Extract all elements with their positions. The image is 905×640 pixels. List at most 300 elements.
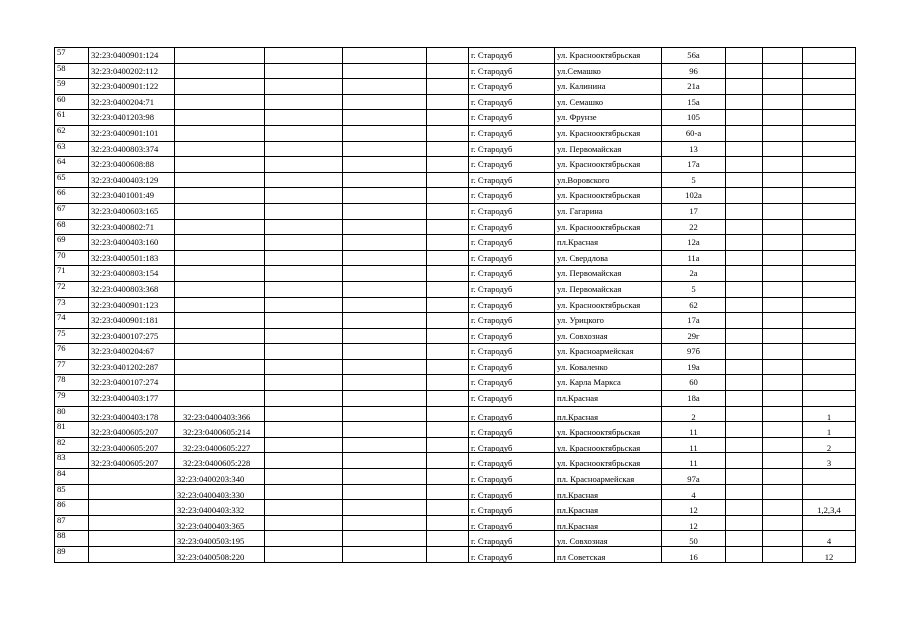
house-number-cell: 13 (662, 141, 726, 157)
cadastral-number-2-cell (175, 48, 265, 64)
apartment-cell (803, 515, 856, 531)
table-row (55, 266, 856, 282)
cadastral-number-cell (89, 547, 175, 563)
empty-cell (343, 391, 427, 407)
city-cell: г. Стародуб (469, 547, 555, 563)
empty-cell (763, 63, 803, 79)
street-cell: ул. Краснооктябрьская (555, 437, 662, 453)
house-number-cell: 12 (662, 515, 726, 531)
empty-cell (265, 313, 343, 329)
empty-cell (427, 141, 469, 157)
street-cell: пл Советская (555, 547, 662, 563)
empty-cell (343, 453, 427, 469)
cadastral-number-2-cell (175, 141, 265, 157)
cadastral-number-cell: 32:23:0400901:181 (89, 313, 175, 329)
empty-cell (265, 437, 343, 453)
street-cell: ул. Калинина (555, 79, 662, 95)
street-cell: ул. Фрунзе (555, 110, 662, 126)
empty-cell (427, 203, 469, 219)
empty-cell (726, 344, 763, 360)
house-number-cell: 17а (662, 313, 726, 329)
empty-cell (265, 359, 343, 375)
table-row (55, 203, 856, 219)
empty-cell (343, 328, 427, 344)
cadastral-number-2-cell (175, 375, 265, 391)
table-row (55, 63, 856, 79)
empty-cell (763, 437, 803, 453)
row-number-cell: 68 (55, 219, 89, 235)
empty-cell (265, 500, 343, 516)
empty-cell (265, 344, 343, 360)
house-number-cell: 16 (662, 547, 726, 563)
cadastral-number-2-cell: 32:23:0400605:214 (175, 422, 265, 438)
house-number-cell: 5 (662, 172, 726, 188)
cadastral-number-cell: 32:23:0400603:165 (89, 203, 175, 219)
street-cell: ул. Гагарина (555, 203, 662, 219)
row-number-cell: 88 (55, 531, 89, 547)
row-number-cell: 87 (55, 515, 89, 531)
empty-cell (343, 500, 427, 516)
row-number-cell: 71 (55, 266, 89, 282)
empty-cell (427, 281, 469, 297)
empty-cell (265, 110, 343, 126)
empty-cell (763, 94, 803, 110)
empty-cell (763, 235, 803, 251)
empty-cell (726, 484, 763, 500)
empty-cell (726, 125, 763, 141)
empty-cell (763, 422, 803, 438)
cadastral-number-2-cell (175, 328, 265, 344)
row-number-cell: 66 (55, 188, 89, 204)
empty-cell (265, 297, 343, 313)
empty-cell (343, 250, 427, 266)
empty-cell (763, 453, 803, 469)
empty-cell (726, 235, 763, 251)
empty-cell (427, 48, 469, 64)
empty-cell (343, 375, 427, 391)
table-row (55, 110, 856, 126)
cadastral-number-cell: 32:23:0400901:124 (89, 48, 175, 64)
empty-cell (343, 157, 427, 173)
table-row (55, 219, 856, 235)
table-row (55, 375, 856, 391)
city-cell: г. Стародуб (469, 281, 555, 297)
empty-cell (726, 531, 763, 547)
street-cell: ул. Краснооктябрьская (555, 422, 662, 438)
empty-cell (265, 219, 343, 235)
table-row (55, 297, 856, 313)
empty-cell (763, 172, 803, 188)
city-cell: г. Стародуб (469, 328, 555, 344)
table-row (55, 141, 856, 157)
table-row (55, 125, 856, 141)
cadastral-number-2-cell (175, 172, 265, 188)
row-number-cell: 57 (55, 48, 89, 64)
empty-cell (427, 422, 469, 438)
empty-cell (763, 297, 803, 313)
table-row (55, 344, 856, 360)
row-number-cell: 79 (55, 391, 89, 407)
empty-cell (726, 328, 763, 344)
row-number-cell: 84 (55, 469, 89, 485)
street-cell: ул. Совхозная (555, 531, 662, 547)
empty-cell (427, 515, 469, 531)
street-cell: ул. Краснооктябрьская (555, 297, 662, 313)
city-cell: г. Стародуб (469, 188, 555, 204)
empty-cell (427, 437, 469, 453)
cadastral-number-2-cell: 32:23:0400403:365 (175, 515, 265, 531)
city-cell: г. Стародуб (469, 63, 555, 79)
empty-cell (343, 313, 427, 329)
empty-cell (726, 515, 763, 531)
city-cell: г. Стародуб (469, 469, 555, 485)
city-cell: г. Стародуб (469, 250, 555, 266)
house-number-cell: 105 (662, 110, 726, 126)
cadastral-number-cell (89, 469, 175, 485)
empty-cell (726, 547, 763, 563)
house-number-cell: 60 (662, 375, 726, 391)
city-cell: г. Стародуб (469, 437, 555, 453)
cadastral-number-cell: 32:23:0400608:88 (89, 157, 175, 173)
cadastral-number-2-cell: 32:23:0400605:227 (175, 437, 265, 453)
empty-cell (427, 125, 469, 141)
empty-cell (763, 391, 803, 407)
empty-cell (427, 328, 469, 344)
row-number-cell: 74 (55, 313, 89, 329)
cadastral-number-2-cell (175, 281, 265, 297)
cadastral-number-cell: 32:23:0400605:207 (89, 437, 175, 453)
cadastral-number-cell (89, 484, 175, 500)
empty-cell (726, 48, 763, 64)
empty-cell (265, 125, 343, 141)
empty-cell (427, 500, 469, 516)
apartment-cell (803, 63, 856, 79)
empty-cell (726, 469, 763, 485)
apartment-cell (803, 313, 856, 329)
table-row (55, 531, 856, 547)
cadastral-number-2-cell (175, 203, 265, 219)
city-cell: г. Стародуб (469, 110, 555, 126)
cadastral-number-cell: 32:23:0400202:112 (89, 63, 175, 79)
empty-cell (763, 359, 803, 375)
cadastral-number-cell: 32:23:0400403:178 (89, 406, 175, 422)
empty-cell (763, 375, 803, 391)
city-cell: г. Стародуб (469, 172, 555, 188)
row-number-cell: 58 (55, 63, 89, 79)
empty-cell (763, 281, 803, 297)
row-number-cell: 73 (55, 297, 89, 313)
cadastral-number-2-cell: 32:23:0400403:330 (175, 484, 265, 500)
empty-cell (763, 547, 803, 563)
empty-cell (343, 359, 427, 375)
empty-cell (763, 484, 803, 500)
cadastral-number-2-cell (175, 110, 265, 126)
empty-cell (265, 235, 343, 251)
row-number-cell: 64 (55, 157, 89, 173)
empty-cell (763, 203, 803, 219)
city-cell: г. Стародуб (469, 359, 555, 375)
empty-cell (726, 94, 763, 110)
street-cell: ул. Первомайская (555, 266, 662, 282)
empty-cell (265, 515, 343, 531)
apartment-cell (803, 344, 856, 360)
empty-cell (726, 266, 763, 282)
row-number-cell: 76 (55, 344, 89, 360)
cadastral-number-2-cell: 32:23:0400503:195 (175, 531, 265, 547)
apartment-cell (803, 375, 856, 391)
table-row (55, 500, 856, 516)
empty-cell (343, 110, 427, 126)
street-cell: ул. Совхозная (555, 328, 662, 344)
empty-cell (427, 313, 469, 329)
empty-cell (265, 406, 343, 422)
city-cell: г. Стародуб (469, 219, 555, 235)
empty-cell (427, 94, 469, 110)
apartment-cell: 4 (803, 531, 856, 547)
apartment-cell: 1 (803, 422, 856, 438)
table-row (55, 250, 856, 266)
apartment-cell (803, 297, 856, 313)
house-number-cell: 62 (662, 297, 726, 313)
street-cell: ул. Свердлова (555, 250, 662, 266)
street-cell: пл.Красная (555, 484, 662, 500)
cadastral-number-2-cell (175, 359, 265, 375)
empty-cell (265, 469, 343, 485)
empty-cell (763, 406, 803, 422)
empty-cell (343, 125, 427, 141)
street-cell: пл.Красная (555, 500, 662, 516)
empty-cell (427, 157, 469, 173)
city-cell: г. Стародуб (469, 531, 555, 547)
cadastral-number-cell: 32:23:0400802:71 (89, 219, 175, 235)
empty-cell (763, 48, 803, 64)
house-number-cell: 12а (662, 235, 726, 251)
apartment-cell (803, 157, 856, 173)
table-row (55, 328, 856, 344)
empty-cell (265, 250, 343, 266)
house-number-cell: 97а (662, 469, 726, 485)
empty-cell (265, 453, 343, 469)
row-number-cell: 89 (55, 547, 89, 563)
apartment-cell (803, 110, 856, 126)
city-cell: г. Стародуб (469, 313, 555, 329)
city-cell: г. Стародуб (469, 203, 555, 219)
house-number-cell: 11 (662, 422, 726, 438)
apartment-cell (803, 391, 856, 407)
table-row (55, 157, 856, 173)
cadastral-number-2-cell (175, 63, 265, 79)
house-number-cell: 50 (662, 531, 726, 547)
empty-cell (343, 469, 427, 485)
apartment-cell (803, 172, 856, 188)
city-cell: г. Стародуб (469, 141, 555, 157)
cadastral-number-cell: 32:23:0400803:374 (89, 141, 175, 157)
city-cell: г. Стародуб (469, 422, 555, 438)
house-number-cell: 29г (662, 328, 726, 344)
city-cell: г. Стародуб (469, 235, 555, 251)
empty-cell (343, 281, 427, 297)
empty-cell (265, 48, 343, 64)
empty-cell (343, 266, 427, 282)
cadastral-number-cell: 32:23:0400403:177 (89, 391, 175, 407)
table-row (55, 469, 856, 485)
empty-cell (265, 157, 343, 173)
apartment-cell (803, 48, 856, 64)
empty-cell (763, 515, 803, 531)
empty-cell (427, 219, 469, 235)
table-row (55, 48, 856, 64)
table-row (55, 281, 856, 297)
row-number-cell: 86 (55, 500, 89, 516)
empty-cell (265, 375, 343, 391)
empty-cell (763, 141, 803, 157)
apartment-cell (803, 266, 856, 282)
cadastral-number-cell: 32:23:0400204:71 (89, 94, 175, 110)
house-number-cell: 11а (662, 250, 726, 266)
cadastral-number-cell: 32:23:0401202:287 (89, 359, 175, 375)
table-row (55, 79, 856, 95)
street-cell: ул.Воровского (555, 172, 662, 188)
empty-cell (763, 125, 803, 141)
row-number-cell: 61 (55, 110, 89, 126)
house-number-cell: 2 (662, 406, 726, 422)
street-cell: ул. Урицкого (555, 313, 662, 329)
cadastral-number-cell: 32:23:0400803:154 (89, 266, 175, 282)
street-cell: ул. Карла Маркса (555, 375, 662, 391)
registry-table (54, 47, 856, 563)
empty-cell (343, 437, 427, 453)
empty-cell (763, 188, 803, 204)
empty-cell (726, 297, 763, 313)
cadastral-number-cell (89, 500, 175, 516)
empty-cell (427, 297, 469, 313)
city-cell: г. Стародуб (469, 344, 555, 360)
empty-cell (343, 203, 427, 219)
house-number-cell: 11 (662, 437, 726, 453)
street-cell: пл.Красная (555, 235, 662, 251)
city-cell: г. Стародуб (469, 266, 555, 282)
table-row (55, 406, 856, 422)
empty-cell (343, 406, 427, 422)
apartment-cell (803, 235, 856, 251)
cadastral-number-cell: 32:23:0401203:98 (89, 110, 175, 126)
empty-cell (726, 250, 763, 266)
empty-cell (726, 422, 763, 438)
street-cell: пл.Красная (555, 515, 662, 531)
apartment-cell (803, 484, 856, 500)
empty-cell (265, 328, 343, 344)
table-row (55, 453, 856, 469)
cadastral-number-cell: 32:23:0400901:123 (89, 297, 175, 313)
empty-cell (726, 437, 763, 453)
cadastral-number-cell: 32:23:0400107:275 (89, 328, 175, 344)
empty-cell (427, 172, 469, 188)
table-row (55, 172, 856, 188)
cadastral-number-cell: 32:23:0400901:122 (89, 79, 175, 95)
empty-cell (265, 188, 343, 204)
cadastral-number-cell: 32:23:0400107:274 (89, 375, 175, 391)
street-cell: пл.Красная (555, 391, 662, 407)
city-cell: г. Стародуб (469, 125, 555, 141)
cadastral-number-cell: 32:23:0400204:67 (89, 344, 175, 360)
house-number-cell: 19а (662, 359, 726, 375)
empty-cell (763, 157, 803, 173)
empty-cell (427, 63, 469, 79)
cadastral-number-2-cell: 32:23:0400605:228 (175, 453, 265, 469)
apartment-cell (803, 141, 856, 157)
city-cell: г. Стародуб (469, 79, 555, 95)
cadastral-number-2-cell (175, 188, 265, 204)
empty-cell (427, 453, 469, 469)
empty-cell (343, 188, 427, 204)
empty-cell (343, 422, 427, 438)
empty-cell (726, 359, 763, 375)
cadastral-number-2-cell (175, 250, 265, 266)
apartment-cell (803, 188, 856, 204)
row-number-cell: 82 (55, 437, 89, 453)
row-number-cell: 70 (55, 250, 89, 266)
city-cell: г. Стародуб (469, 94, 555, 110)
row-number-cell: 60 (55, 94, 89, 110)
cadastral-number-2-cell (175, 125, 265, 141)
empty-cell (763, 469, 803, 485)
empty-cell (726, 63, 763, 79)
empty-cell (343, 515, 427, 531)
empty-cell (427, 531, 469, 547)
table-row (55, 94, 856, 110)
cadastral-number-2-cell (175, 391, 265, 407)
cadastral-number-2-cell (175, 235, 265, 251)
row-number-cell: 72 (55, 281, 89, 297)
cadastral-number-2-cell (175, 219, 265, 235)
house-number-cell: 22 (662, 219, 726, 235)
apartment-cell (803, 469, 856, 485)
cadastral-number-cell: 32:23:0400501:183 (89, 250, 175, 266)
apartment-cell (803, 328, 856, 344)
empty-cell (427, 188, 469, 204)
empty-cell (726, 203, 763, 219)
empty-cell (726, 313, 763, 329)
empty-cell (763, 219, 803, 235)
empty-cell (343, 297, 427, 313)
apartment-cell: 2 (803, 437, 856, 453)
street-cell: ул. Краснооктябрьская (555, 219, 662, 235)
cadastral-number-cell: 32:23:0400901:101 (89, 125, 175, 141)
city-cell: г. Стародуб (469, 297, 555, 313)
table-row (55, 235, 856, 251)
street-cell: ул. Красноармейская (555, 344, 662, 360)
empty-cell (726, 406, 763, 422)
empty-cell (427, 79, 469, 95)
table-row (55, 359, 856, 375)
empty-cell (427, 266, 469, 282)
empty-cell (427, 359, 469, 375)
cadastral-number-2-cell: 32:23:0400508:220 (175, 547, 265, 563)
empty-cell (726, 500, 763, 516)
registry-rows (55, 48, 856, 563)
empty-cell (343, 48, 427, 64)
empty-cell (763, 531, 803, 547)
street-cell: ул. Краснооктябрьская (555, 125, 662, 141)
apartment-cell (803, 250, 856, 266)
empty-cell (343, 484, 427, 500)
table-row (55, 391, 856, 407)
empty-cell (265, 141, 343, 157)
empty-cell (343, 79, 427, 95)
empty-cell (726, 157, 763, 173)
city-cell: г. Стародуб (469, 391, 555, 407)
empty-cell (726, 141, 763, 157)
